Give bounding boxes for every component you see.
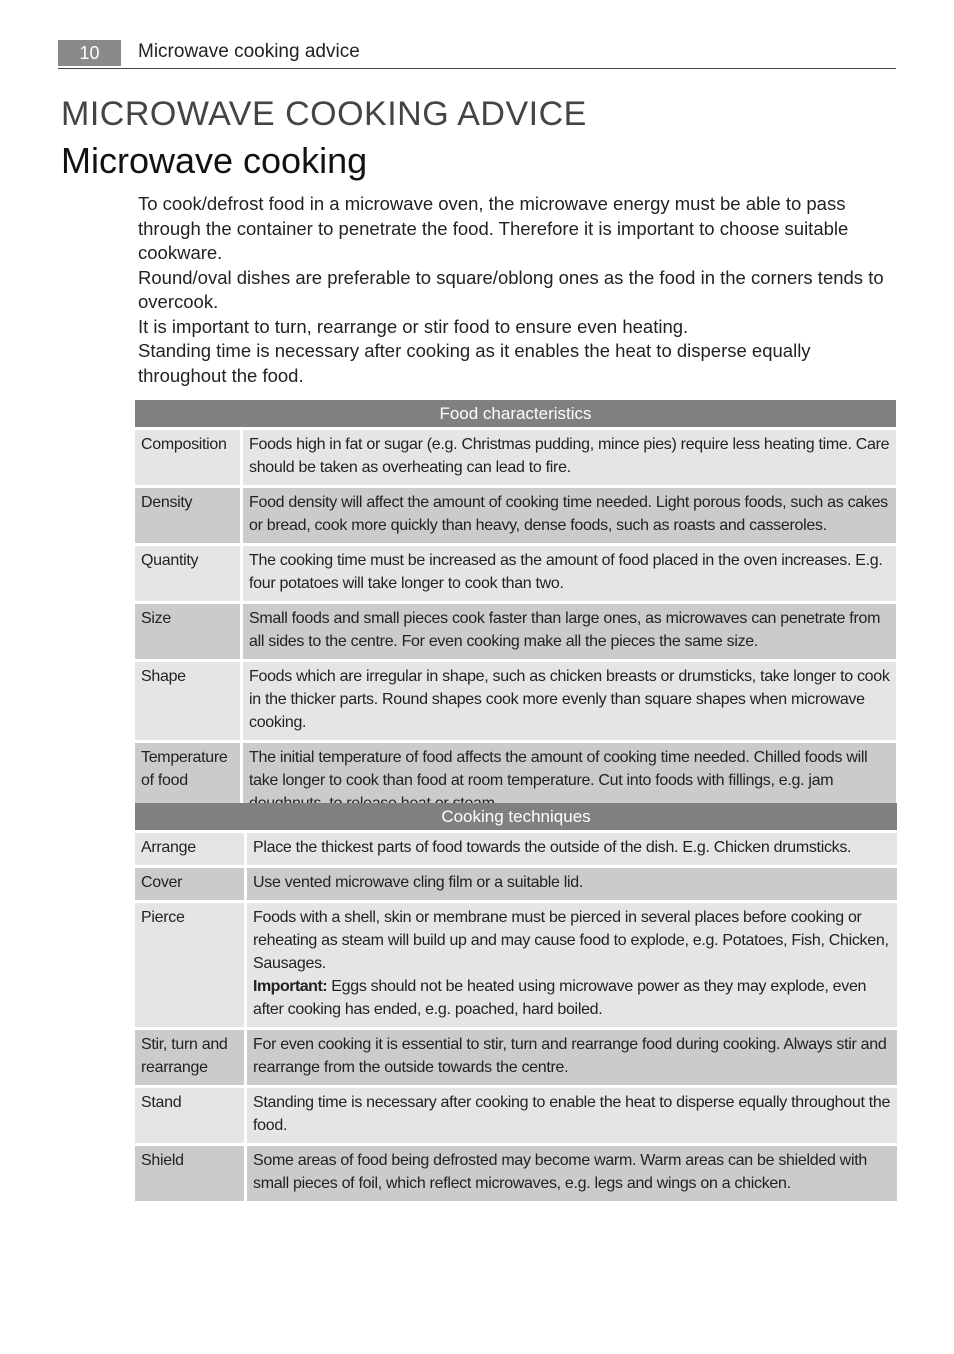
row-text: Food density will affect the amount of cooking time needed. Light porous foods, such as cakes or bread, cook more quickly than heavy, dense foods, such as roasts and casseroles.	[243, 488, 896, 543]
row-text: Use vented microwave cling film or a suitable lid.	[247, 868, 897, 900]
row-text: Foods with a shell, skin or membrane must be pierced in several places before cooking or reheating as steam will build up and may cause food to explode, e.g. Potatoes, Fish, Chicken, Sausages.	[253, 909, 889, 972]
row-label: Shield	[135, 1146, 247, 1201]
row-text-container	[247, 903, 897, 1027]
table-header: Cooking techniques	[135, 803, 897, 830]
row-text: For even cooking it is essential to stir, turn and rearrange food during cooking. Always stir and rearrange from the outside towards the centre.	[247, 1030, 897, 1085]
intro-text	[138, 192, 898, 388]
row-text: Foods high in fat or sugar (e.g. Christmas pudding, mince pies) require less heating time. Care should be taken as overheating can lead to fire.	[243, 430, 896, 485]
intro-paragraph: Round/oval dishes are preferable to square/oblong ones as the food in the corners tends to overcook.	[138, 266, 884, 312]
row-text: Some areas of food being defrosted may become warm. Warm areas can be shielded with small pieces of foil, which reflect microwaves, e.g. legs and wings on a chicken.	[247, 1146, 897, 1201]
section-title: MICROWAVE COOKING ADVICE	[61, 95, 587, 133]
row-label: Stir, turn and rearrange	[135, 1030, 247, 1085]
row-label: Arrange	[135, 833, 247, 865]
row-label: Composition	[135, 430, 243, 485]
running-title: Microwave cooking advice	[138, 41, 360, 62]
subsection-title: Microwave cooking	[61, 140, 368, 181]
page-header	[58, 40, 896, 69]
table-row	[135, 662, 896, 740]
table-row	[135, 604, 896, 659]
table-row	[135, 546, 896, 601]
row-text: The cooking time must be increased as the amount of food placed in the oven increases. E.g. four potatoes will take longer to cook than two.	[243, 546, 896, 601]
table-row	[135, 1030, 897, 1085]
row-label: Temperature of food	[135, 743, 243, 821]
row-text: Place the thickest parts of food towards the outside of the dish. E.g. Chicken drumsticks.	[247, 833, 897, 865]
page-number: 10	[58, 40, 121, 66]
intro-paragraph: Standing time is necessary after cooking as it enables the heat to disperse equally throughout the food.	[138, 340, 811, 386]
table-row	[135, 903, 897, 1027]
row-label: Density	[135, 488, 243, 543]
row-text: Foods which are irregular in shape, such as chicken breasts or drumsticks, take longer to cook in the thicker parts. Round shapes cook more evenly than square shapes when microwave cooking.	[243, 662, 896, 740]
row-text: Small foods and small pieces cook faster than large ones, as microwaves can penetrate from all sides to the centre. For even cooking make all the pieces the same size.	[243, 604, 896, 659]
row-label: Shape	[135, 662, 243, 740]
row-text: The initial temperature of food affects the amount of cooking time needed. Chilled foods will take longer to cook than food at room temperature. Cut into foods with fillings, e.g. jam	[243, 743, 896, 821]
table-row	[135, 488, 896, 543]
important-note	[253, 975, 891, 1021]
table-row	[135, 868, 897, 900]
table-row	[135, 833, 897, 865]
intro-paragraph: To cook/defrost food in a microwave oven, the microwave energy must be able to pass through the container to penetrate the food. Therefore it is important to choose suitable cookware.	[138, 193, 849, 263]
table-row	[135, 1146, 897, 1201]
table-row	[135, 430, 896, 485]
important-text: Eggs should not be heated using microwave power as they may explode, even after cooking has ended, e.g. poached, hard boiled.	[253, 978, 867, 1018]
row-label: Quantity	[135, 546, 243, 601]
cooking-techniques-table	[135, 800, 897, 1204]
table-row	[135, 1088, 897, 1143]
table-header: Food characteristics	[135, 400, 896, 427]
row-text: Standing time is necessary after cooking to enable the heat to disperse equally throughout the food.	[247, 1088, 897, 1143]
row-label: Pierce	[135, 903, 247, 1027]
important-label: Important:	[253, 978, 328, 995]
row-label: Stand	[135, 1088, 247, 1143]
row-label: Size	[135, 604, 243, 659]
food-characteristics-table	[135, 397, 896, 824]
row-label: Cover	[135, 868, 247, 900]
intro-paragraph: It is important to turn, rearrange or stir food to ensure even heating.	[138, 315, 689, 337]
